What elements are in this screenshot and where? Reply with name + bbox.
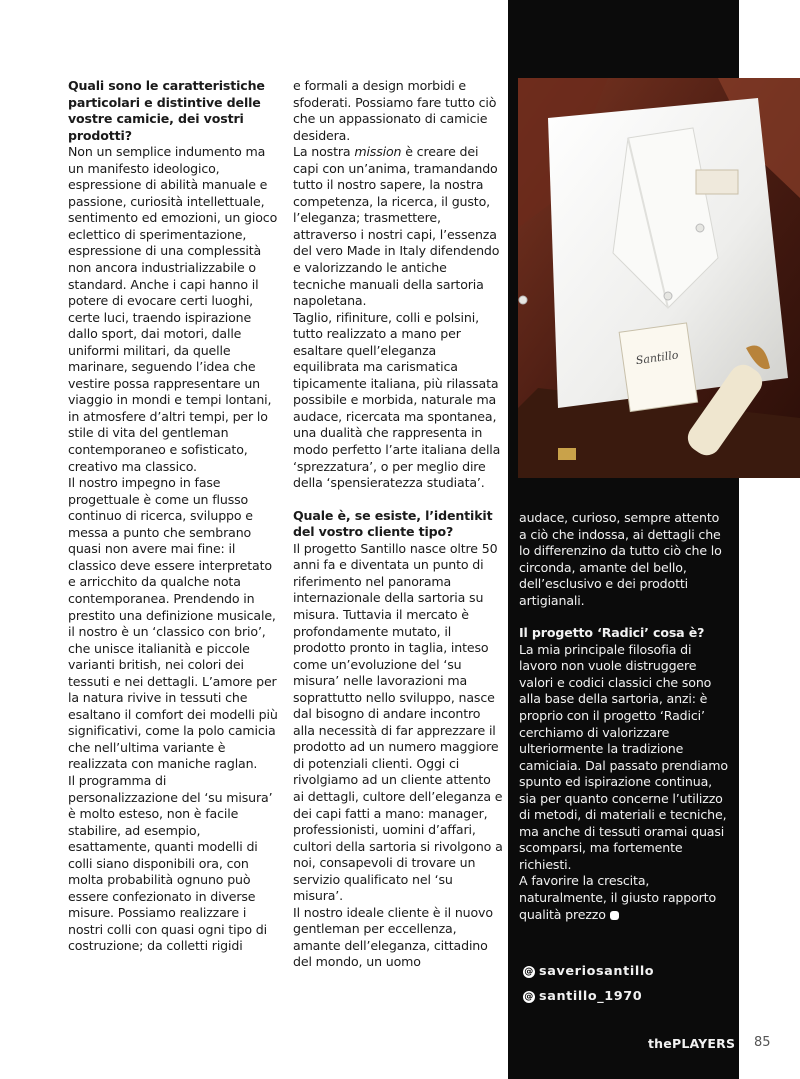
page-number: 85 — [754, 1035, 771, 1050]
shirt-photo — [518, 78, 800, 478]
paragraph: Non un semplice indumento ma un manifesto ideologico, espressione di abilità manuale e passione, curiosità intellettuale, sentimento ed emozioni, un gioco eclettico di sperimentazione, espressione di una complessità non ancora industrializzabile o standard. Anche i capi hanno il potere di evocare certi luoghi, certe luci, traendo ispirazione dallo sport, dai motori, dalle uniformi militari, da quelle marinare, seguendo l’idea che vestire possa rappresentare un viaggio in mondi e tempi lontani, in atmosfere d’altri tempi, per lo stile di vita del gentleman contemporaneo e sofisticato, creativo ma classico. — [68, 144, 278, 474]
social-handle-1[interactable] — [523, 964, 654, 979]
svg-text:Santillo: Santillo — [634, 348, 680, 368]
instagram-icon: @ — [524, 991, 534, 1002]
paragraph: La nostra mission è creare dei capi con un’anima, tramandando tutto il nostro sapere, la nostra competenza, la ricerca, il gusto, l’eleganza; trasmettere, attraverso i nostri capi, l’essenza del vero Made in Italy difendendo e valorizzando le antiche tecniche manuali della sartoria napoletana. — [293, 144, 500, 309]
question-heading: Quale è, se esiste, l’identikit del vostro cliente tipo? — [293, 507, 493, 540]
paragraph: Il programma di personalizzazione del ‘su misura’ è molto esteso, non è facile stabilire, ad esempio, esattamente, quanti modelli di colli siano disponibili ora, con molta probabilità ognuno può essere confezionato in diverse misure. Possiamo realizzare i nostri colli con quasi ogni tipo di costruzione; da colletti rigidi — [68, 772, 273, 954]
paragraph: e formali a design morbidi e sfoderati. Possiamo fare tutto ciò che un appassionato di camicie desidera. — [293, 78, 497, 143]
button-icon — [696, 224, 704, 232]
paragraph: La mia principale filosofia di lavoro non vuole distruggere valori e codici classici che sono alla base della sartoria, anzi: è proprio con il progetto ‘Radici’ cerchiamo di valorizzare ulteriormente la tradizione camiciaia. Dal passato prendiamo spunto ed ispirazione continua, sia per quanto concerne l’utilizzo di metodi, di materiali e tecniche, ma anche di tessuti oramai quasi scomparsi, ma fortemente richiesti. — [519, 641, 728, 872]
paragraph: Il nostro ideale cliente è il nuovo gentleman per eccellenza, amante dell’eleganza, cittadino del mondo, un uomo — [293, 904, 493, 970]
instagram-icon: @ — [524, 966, 534, 977]
end-mark-icon — [610, 911, 619, 920]
text-column-2 — [293, 78, 503, 971]
mission-italic: mission — [354, 144, 402, 160]
paragraph: Taglio, rifiniture, colli e polsini, tutto realizzato a mano per esaltare quell’eleganza equilibrata ma carismatica tipicamente italiana, più rilassata possibile e morbida, naturale ma audace, ricercata ma spontanea, una dualità che rappresenta in modo perfetto l’arte italiana della ‘sprezzatura’, o per meglio dire della ‘spensieratezza studiata’. — [293, 309, 501, 491]
social-handle-text: santillo_1970 — [539, 989, 643, 1004]
text-column-3 — [519, 510, 729, 923]
magazine-name: thePLAYERS — [648, 1036, 736, 1051]
question-heading: Il progetto ‘Radici’ cosa è? — [519, 625, 705, 641]
paragraph: Il progetto Santillo nasce oltre 50 anni fa e diventata un punto di riferimento nel panorama internazionale della sartoria su misura. Tuttavia il mercato è profondamente mutato, il prodotto pronto in taglia, inteso come un’evoluzione del ‘su misura’ nelle lavorazioni ma soprattutto nello sviluppo, nasce dal bisogno di andare incontro alla necessità di far apprezzare il prodotto ad un numero maggiore di potenziali clienti. Oggi ci rivolgiamo ad un cliente attento ai dettagli, cultore dell’eleganza e dei capi fatti a mano: manager, professionisti, uomini d’affari, cultori della sartoria si rivolgono a noi, consapevoli di trovare un servizio qualificato nel ‘su misura’. — [293, 540, 503, 904]
paragraph: A favorire la crescita, naturalmente, il giusto rapporto qualità prezzo — [519, 873, 716, 922]
paragraph: audace, curioso, sempre attento a ciò che indossa, ai dettagli che lo differenzino da tutto ciò che lo circonda, amante del bello, dell’esclusivo e dei prodotti artigianali. — [519, 510, 722, 608]
question-heading: Quali sono le caratteristiche particolari e distintive delle vostre camicie, dei vostri prodotti? — [68, 78, 265, 143]
social-handle-text: saveriosantillo — [539, 964, 655, 979]
text-column-1 — [68, 78, 278, 955]
paragraph: Il nostro impegno in fase progettuale è come un flusso continuo di ricerca, sviluppo e messa a punto che sembrano quasi non avere mai fine: il classico deve essere interpretato e arricchito da qualche nota contemporanea. Prendendo in prestito una definizione musicale, il nostro è un ‘classico con brio’, che unisce italianità e piccole varianti british, nei colori dei tessuti e nei dettagli. L’amore per la natura rivive in tessuti che esaltano il comfort dei modelli più significativi, come la polo camicia che nell’ultima variante è realizzata con maniche raglan. — [68, 475, 278, 772]
social-handle-2[interactable] — [523, 989, 642, 1004]
